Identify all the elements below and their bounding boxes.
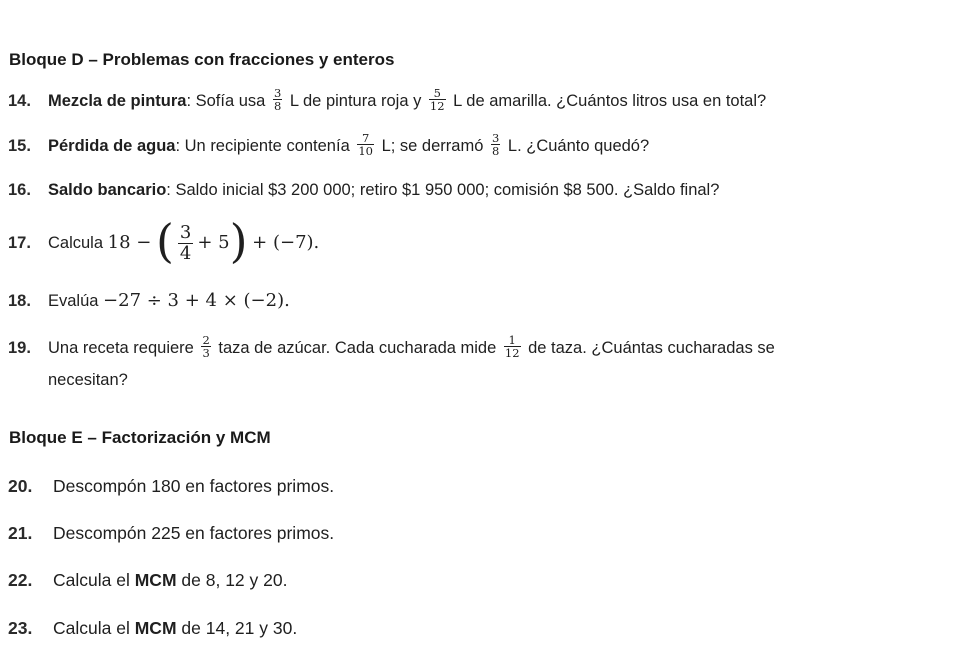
problem-text: L de pintura roja y: [289, 92, 422, 110]
problem-15: [8, 131, 948, 159]
block-e-title: Bloque E – Factorización y MCM: [9, 428, 271, 447]
problem-keyword: MCM: [134, 570, 177, 590]
problem-18: [8, 289, 948, 313]
problem-22: [8, 568, 948, 592]
problem-19: [8, 333, 948, 361]
problem-lead: Mezcla de pintura: [48, 92, 187, 110]
math-expression: + 5: [197, 232, 230, 253]
problem-text: : Un recipiente contenía: [175, 137, 350, 155]
problem-text: Calcula: [48, 234, 104, 252]
problem-14: [8, 86, 948, 114]
fraction: $\frac{2}{3}$: [202, 333, 210, 361]
problem-text: de taza. ¿Cuántas cucharadas se: [528, 339, 775, 357]
problem-number: 16.: [8, 181, 31, 199]
right-paren: ): [229, 213, 248, 268]
problem-text: Calcula el: [53, 570, 130, 590]
problem-20: [8, 474, 948, 498]
problem-text: Evalúa: [48, 292, 99, 310]
problem-23: [8, 616, 948, 640]
problem-number: 17.: [8, 234, 31, 252]
problem-text: : Sofía usa: [186, 92, 266, 110]
fraction: $\frac{3}{8}$: [491, 131, 500, 159]
problem-text: Descompón 225 en factores primos.: [53, 523, 335, 543]
fraction: $\frac{7}{10}$: [358, 131, 373, 159]
math-expression: 18 −: [107, 232, 152, 253]
fraction: $\frac{5}{12}$: [429, 86, 445, 114]
problem-text: L. ¿Cuánto quedó?: [507, 137, 650, 155]
fraction: $\frac{3}{8}$: [273, 86, 282, 114]
problem-lead: Pérdida de agua: [48, 137, 176, 155]
problem-text: taza de azúcar. Cada cucharada mide: [218, 339, 497, 357]
problem-19-continuation: necesitan?: [48, 371, 128, 389]
problem-text: de 8, 12 y 20.: [181, 570, 288, 590]
problem-text: de 14, 21 y 30.: [181, 618, 298, 638]
problem-text: Calcula el: [53, 618, 130, 638]
problem-text: Descompón 180 en factores primos.: [53, 476, 335, 496]
problem-number: 22.: [8, 570, 33, 590]
problem-16: [8, 178, 948, 202]
problem-21: [8, 521, 948, 545]
fraction: $\frac{3}{4}$: [179, 222, 192, 265]
problem-text: Una receta requiere: [48, 339, 194, 357]
problem-number: 23.: [8, 618, 33, 638]
problem-text: L; se derramó: [381, 137, 484, 155]
problem-number: 14.: [8, 92, 31, 110]
math-expression: + (−7).: [252, 232, 320, 253]
block-d-title: Bloque D – Problemas con fracciones y enteros: [9, 50, 395, 69]
problem-text: : Saldo inicial $3 200 000; retiro $1 950 000; comisión $8 500. ¿Saldo final?: [166, 181, 720, 199]
fraction: $\frac{1}{12}$: [504, 333, 520, 361]
problem-17: [8, 213, 948, 268]
problem-keyword: MCM: [134, 618, 177, 638]
problem-number: 15.: [8, 137, 31, 155]
math-expression: −27 ÷ 3 + 4 × (−2).: [103, 290, 290, 311]
problem-number: 20.: [8, 476, 33, 496]
problem-lead: Saldo bancario: [48, 181, 167, 199]
problem-number: 21.: [8, 523, 33, 543]
problem-text: L de amarilla. ¿Cuántos litros usa en total?: [453, 92, 767, 110]
left-paren: (: [155, 213, 174, 268]
problem-number: 18.: [8, 292, 31, 310]
problem-number: 19.: [8, 339, 31, 357]
